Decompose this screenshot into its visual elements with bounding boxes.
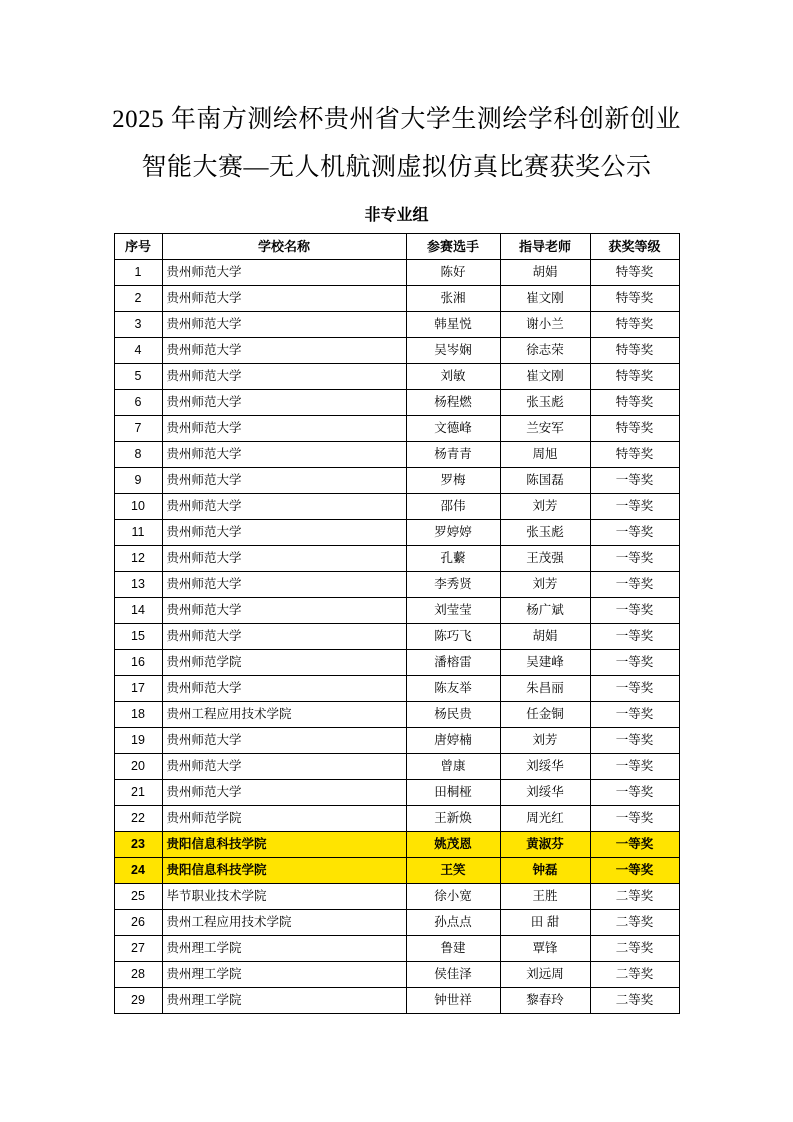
- cell-school: 贵州师范大学: [162, 390, 406, 416]
- page-title-line-1: 2025 年南方测绘杯贵州省大学生测绘学科创新创业: [112, 106, 681, 133]
- cell-award: 一等奖: [590, 728, 679, 754]
- table-body: [114, 260, 679, 1014]
- cell-index: 13: [114, 572, 162, 598]
- cell-award: 特等奖: [590, 338, 679, 364]
- cell-school: 贵州师范大学: [162, 780, 406, 806]
- cell-teacher: 黄淑芬: [500, 832, 590, 858]
- cell-index: 14: [114, 598, 162, 624]
- table-row: [114, 338, 679, 364]
- column-header-teacher: 指导老师: [500, 234, 590, 260]
- cell-award: 特等奖: [590, 260, 679, 286]
- cell-teacher: 徐志荣: [500, 338, 590, 364]
- cell-school: 贵州师范大学: [162, 754, 406, 780]
- cell-school: 贵阳信息科技学院: [162, 858, 406, 884]
- cell-school: 贵州师范大学: [162, 364, 406, 390]
- cell-teacher: 刘绥华: [500, 754, 590, 780]
- cell-teacher: 钟磊: [500, 858, 590, 884]
- cell-award: 二等奖: [590, 962, 679, 988]
- table-row: [114, 572, 679, 598]
- cell-award: 二等奖: [590, 988, 679, 1014]
- table-row: [114, 780, 679, 806]
- cell-index: 9: [114, 468, 162, 494]
- cell-player: 姚茂恩: [406, 832, 500, 858]
- cell-teacher: 朱昌丽: [500, 676, 590, 702]
- cell-award: 特等奖: [590, 312, 679, 338]
- cell-school: 贵州师范大学: [162, 728, 406, 754]
- cell-index: 2: [114, 286, 162, 312]
- cell-index: 4: [114, 338, 162, 364]
- cell-award: 一等奖: [590, 676, 679, 702]
- cell-award: 一等奖: [590, 468, 679, 494]
- cell-index: 27: [114, 936, 162, 962]
- table-row: [114, 442, 679, 468]
- cell-index: 15: [114, 624, 162, 650]
- cell-teacher: 崔文刚: [500, 286, 590, 312]
- cell-teacher: 刘芳: [500, 728, 590, 754]
- column-header-school: 学校名称: [162, 234, 406, 260]
- column-header-player: 参赛选手: [406, 234, 500, 260]
- cell-teacher: 黎春玲: [500, 988, 590, 1014]
- table-row: [114, 390, 679, 416]
- cell-school: 贵州师范大学: [162, 546, 406, 572]
- cell-award: 一等奖: [590, 546, 679, 572]
- cell-teacher: 胡娟: [500, 260, 590, 286]
- cell-award: 一等奖: [590, 572, 679, 598]
- cell-index: 8: [114, 442, 162, 468]
- cell-player: 杨民贵: [406, 702, 500, 728]
- table-row: [114, 312, 679, 338]
- cell-teacher: 张玉彪: [500, 390, 590, 416]
- cell-player: 张湘: [406, 286, 500, 312]
- cell-award: 一等奖: [590, 858, 679, 884]
- table-row: [114, 520, 679, 546]
- cell-index: 21: [114, 780, 162, 806]
- cell-award: 一等奖: [590, 494, 679, 520]
- cell-index: 17: [114, 676, 162, 702]
- cell-award: 一等奖: [590, 650, 679, 676]
- table-row: [114, 494, 679, 520]
- cell-teacher: 谢小兰: [500, 312, 590, 338]
- cell-award: 特等奖: [590, 442, 679, 468]
- cell-player: 杨程燃: [406, 390, 500, 416]
- cell-school: 贵州师范学院: [162, 806, 406, 832]
- cell-player: 徐小宽: [406, 884, 500, 910]
- cell-index: 24: [114, 858, 162, 884]
- cell-award: 一等奖: [590, 598, 679, 624]
- cell-teacher: 周旭: [500, 442, 590, 468]
- cell-player: 陈友举: [406, 676, 500, 702]
- table-row: [114, 858, 679, 884]
- cell-award: 特等奖: [590, 286, 679, 312]
- cell-teacher: 刘绥华: [500, 780, 590, 806]
- page-title-line-2: 智能大赛—无人机航测虚拟仿真比赛获奖公示: [141, 154, 652, 181]
- table-row: [114, 702, 679, 728]
- cell-award: 一等奖: [590, 702, 679, 728]
- table-row: [114, 910, 679, 936]
- cell-award: 一等奖: [590, 832, 679, 858]
- table-row: [114, 286, 679, 312]
- table-row: [114, 728, 679, 754]
- cell-index: 5: [114, 364, 162, 390]
- cell-award: 一等奖: [590, 624, 679, 650]
- cell-player: 文德峰: [406, 416, 500, 442]
- cell-teacher: 王胜: [500, 884, 590, 910]
- cell-teacher: 杨广斌: [500, 598, 590, 624]
- cell-school: 贵州师范大学: [162, 676, 406, 702]
- cell-player: 罗婷婷: [406, 520, 500, 546]
- cell-index: 1: [114, 260, 162, 286]
- cell-player: 刘敏: [406, 364, 500, 390]
- cell-index: 22: [114, 806, 162, 832]
- cell-player: 侯佳泽: [406, 962, 500, 988]
- cell-school: 贵州理工学院: [162, 988, 406, 1014]
- table-row: [114, 468, 679, 494]
- cell-school: 贵阳信息科技学院: [162, 832, 406, 858]
- cell-award: 二等奖: [590, 910, 679, 936]
- cell-player: 刘莹莹: [406, 598, 500, 624]
- cell-player: 钟世祥: [406, 988, 500, 1014]
- cell-index: 6: [114, 390, 162, 416]
- cell-player: 陈巧飞: [406, 624, 500, 650]
- column-header-award: 获奖等级: [590, 234, 679, 260]
- table-row: [114, 936, 679, 962]
- cell-index: 18: [114, 702, 162, 728]
- cell-index: 20: [114, 754, 162, 780]
- cell-player: 邵伟: [406, 494, 500, 520]
- cell-index: 7: [114, 416, 162, 442]
- cell-award: 二等奖: [590, 936, 679, 962]
- cell-index: 12: [114, 546, 162, 572]
- award-table: [114, 233, 680, 1014]
- cell-school: 贵州师范学院: [162, 650, 406, 676]
- cell-school: 贵州师范大学: [162, 286, 406, 312]
- cell-player: 杨青青: [406, 442, 500, 468]
- cell-index: 16: [114, 650, 162, 676]
- cell-teacher: 兰安军: [500, 416, 590, 442]
- cell-award: 一等奖: [590, 754, 679, 780]
- table-row: [114, 546, 679, 572]
- cell-teacher: 周光红: [500, 806, 590, 832]
- cell-index: 25: [114, 884, 162, 910]
- cell-player: 李秀贤: [406, 572, 500, 598]
- cell-school: 贵州理工学院: [162, 936, 406, 962]
- cell-school: 贵州理工学院: [162, 962, 406, 988]
- cell-teacher: 王茂强: [500, 546, 590, 572]
- table-row: [114, 806, 679, 832]
- cell-award: 一等奖: [590, 520, 679, 546]
- section-subtitle: 非专业组: [364, 207, 429, 224]
- table-row: [114, 988, 679, 1014]
- page-title: [60, 96, 733, 192]
- table-row: [114, 598, 679, 624]
- cell-index: 19: [114, 728, 162, 754]
- cell-school: 贵州师范大学: [162, 572, 406, 598]
- table-row: [114, 754, 679, 780]
- cell-player: 鲁建: [406, 936, 500, 962]
- cell-award: 特等奖: [590, 416, 679, 442]
- cell-teacher: 吴建峰: [500, 650, 590, 676]
- column-header-index: 序号: [114, 234, 162, 260]
- cell-player: 孔蘻: [406, 546, 500, 572]
- table-row: [114, 650, 679, 676]
- cell-player: 吴岑娴: [406, 338, 500, 364]
- cell-player: 田桐桠: [406, 780, 500, 806]
- cell-index: 28: [114, 962, 162, 988]
- table-row: [114, 416, 679, 442]
- cell-index: 29: [114, 988, 162, 1014]
- cell-school: 贵州师范大学: [162, 598, 406, 624]
- cell-player: 唐婷楠: [406, 728, 500, 754]
- cell-school: 贵州师范大学: [162, 442, 406, 468]
- table-row: [114, 884, 679, 910]
- cell-teacher: 刘远周: [500, 962, 590, 988]
- cell-teacher: 陈国磊: [500, 468, 590, 494]
- cell-player: 韩星悦: [406, 312, 500, 338]
- cell-teacher: 田 甜: [500, 910, 590, 936]
- cell-player: 孙点点: [406, 910, 500, 936]
- table-row: [114, 832, 679, 858]
- cell-school: 贵州师范大学: [162, 338, 406, 364]
- cell-teacher: 崔文刚: [500, 364, 590, 390]
- cell-index: 23: [114, 832, 162, 858]
- cell-teacher: 胡娟: [500, 624, 590, 650]
- cell-award: 二等奖: [590, 884, 679, 910]
- cell-player: 曾康: [406, 754, 500, 780]
- table-row: [114, 260, 679, 286]
- cell-teacher: 覃锋: [500, 936, 590, 962]
- table-row: [114, 962, 679, 988]
- cell-teacher: 任金铜: [500, 702, 590, 728]
- table-row: [114, 624, 679, 650]
- cell-school: 贵州师范大学: [162, 260, 406, 286]
- table-row: [114, 364, 679, 390]
- cell-award: 特等奖: [590, 364, 679, 390]
- cell-school: 贵州师范大学: [162, 312, 406, 338]
- cell-teacher: 张玉彪: [500, 520, 590, 546]
- table-header-row: [114, 234, 679, 260]
- cell-player: 陈好: [406, 260, 500, 286]
- cell-player: 王新焕: [406, 806, 500, 832]
- cell-index: 3: [114, 312, 162, 338]
- cell-teacher: 刘芳: [500, 494, 590, 520]
- cell-school: 贵州师范大学: [162, 520, 406, 546]
- cell-player: 王笑: [406, 858, 500, 884]
- cell-school: 贵州师范大学: [162, 494, 406, 520]
- cell-school: 毕节职业技术学院: [162, 884, 406, 910]
- cell-index: 26: [114, 910, 162, 936]
- cell-school: 贵州师范大学: [162, 624, 406, 650]
- cell-player: 罗梅: [406, 468, 500, 494]
- cell-school: 贵州工程应用技术学院: [162, 910, 406, 936]
- cell-index: 11: [114, 520, 162, 546]
- cell-award: 一等奖: [590, 806, 679, 832]
- table-row: [114, 676, 679, 702]
- cell-award: 特等奖: [590, 390, 679, 416]
- cell-school: 贵州师范大学: [162, 416, 406, 442]
- cell-award: 一等奖: [590, 780, 679, 806]
- cell-school: 贵州师范大学: [162, 468, 406, 494]
- cell-player: 潘榕雷: [406, 650, 500, 676]
- cell-school: 贵州工程应用技术学院: [162, 702, 406, 728]
- cell-index: 10: [114, 494, 162, 520]
- cell-teacher: 刘芳: [500, 572, 590, 598]
